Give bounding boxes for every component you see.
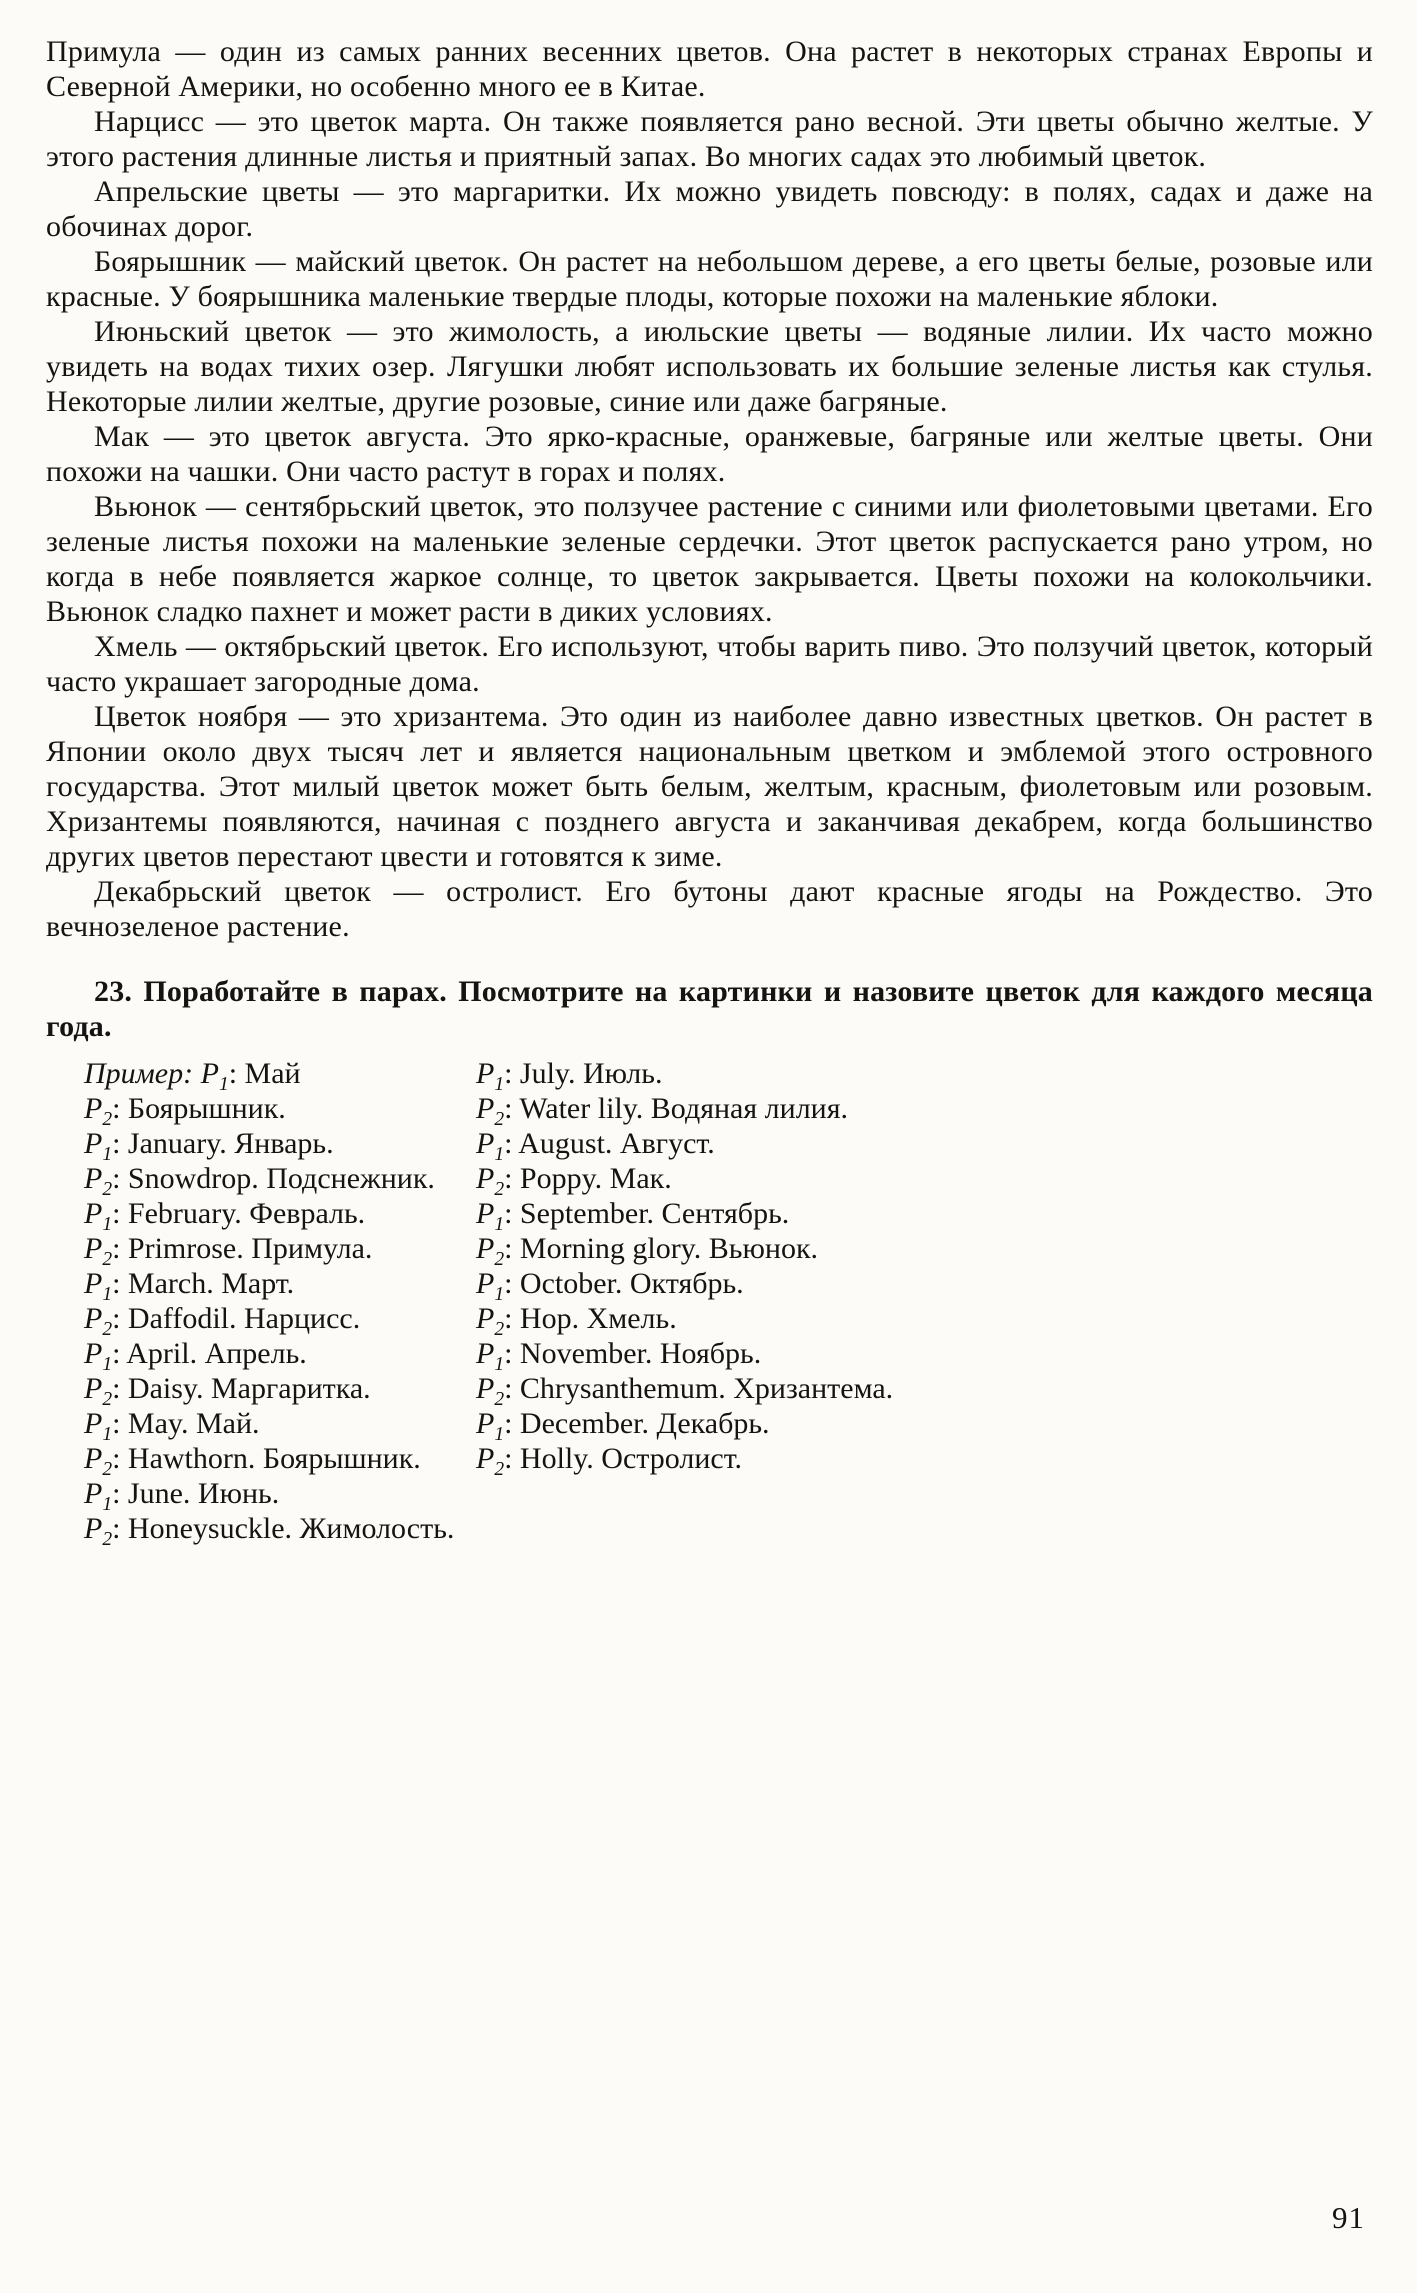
speaker-label [476, 1197, 505, 1235]
dialog-line-text: : Morning glory. Вьюнок. [504, 1232, 819, 1265]
speaker-subscript: 1 [102, 1354, 113, 1375]
dialog-line [476, 1091, 893, 1130]
speaker-label [476, 1232, 505, 1270]
speaker-label [84, 1127, 113, 1165]
speaker-letter: P [476, 1337, 495, 1370]
speaker-letter: P [84, 1092, 103, 1125]
dialog-line [84, 1266, 476, 1305]
paragraph: Хмель — октябрьский цветок. Его используют, чтобы варить пиво. Это ползучий цветок, который часто украшает загородные дома. [46, 630, 1373, 698]
dialog-line-text: : Май [228, 1057, 301, 1090]
speaker-letter: P [84, 1162, 103, 1195]
speaker-subscript: 1 [494, 1214, 505, 1235]
speaker-letter: P [84, 1232, 103, 1265]
speaker-label [476, 1092, 505, 1130]
speaker-letter: P [476, 1267, 495, 1300]
speaker-subscript: 1 [494, 1284, 505, 1305]
speaker-label [84, 1372, 113, 1410]
speaker-letter: P [84, 1197, 103, 1230]
speaker-label [476, 1302, 505, 1340]
speaker-label [476, 1162, 505, 1200]
dialog-line-text: : November. Ноябрь. [504, 1337, 762, 1370]
speaker-letter: P [84, 1127, 103, 1160]
speaker-subscript: 1 [102, 1144, 113, 1165]
speaker-subscript: 1 [102, 1424, 113, 1445]
speaker-label [84, 1302, 113, 1340]
dialog-line-text: : Боярышник. [112, 1092, 286, 1125]
speaker-subscript: 1 [102, 1214, 113, 1235]
speaker-letter: P [84, 1512, 103, 1545]
speaker-subscript: 2 [494, 1459, 505, 1480]
example-label: Пример: [84, 1057, 201, 1090]
speaker-letter: P [200, 1057, 219, 1090]
speaker-letter: P [476, 1232, 495, 1265]
paragraph: Декабрьский цветок — остролист. Его бутоны дают красные ягоды на Рождество. Это вечнозеленое растение. [46, 875, 1373, 943]
speaker-letter: P [84, 1442, 103, 1475]
speaker-letter: P [84, 1372, 103, 1405]
dialog-line [476, 1336, 893, 1375]
speaker-subscript: 2 [494, 1389, 505, 1410]
speaker-label [84, 1162, 113, 1200]
dialog-line-text: : October. Октябрь. [504, 1267, 744, 1300]
dialog-line-text: : August. Август. [504, 1127, 715, 1160]
dialog-line-text: : Daisy. Маргаритка. [112, 1372, 371, 1405]
speaker-subscript: 1 [102, 1284, 113, 1305]
speaker-label [476, 1057, 505, 1095]
dialog-line-text: : Snowdrop. Подснежник. [112, 1162, 435, 1195]
dialog-line [84, 1126, 476, 1165]
paragraph: Вьюнок — сентябрьский цветок, это ползучее растение с синими или фиолетовыми цветами. Его зеленые листья похожи на маленькие зеленые сердечки. Этот цветок распускается рано утром, но когда в небе появляется жаркое солнце, то цветок закрывается. Цветы похожи на колокольчики. Вьюнок сладко пахнет и может расти в диких условиях. [46, 490, 1373, 628]
speaker-subscript: 2 [102, 1319, 113, 1340]
speaker-subscript: 1 [494, 1074, 505, 1095]
speaker-letter: P [84, 1337, 103, 1370]
dialog-line-text: : May. Май. [112, 1407, 260, 1440]
paragraph: Июньский цветок — это жимолость, а июльские цветы — водяные лилии. Их часто можно увидеть на водах тихих озер. Лягушки любят использовать их большие зеленые листья как стулья. Некоторые лилии желтые, другие розовые, синие или даже багряные. [46, 315, 1373, 418]
dialog-line-text: : Daffodil. Нарцисс. [112, 1302, 361, 1335]
dialog-line-text: : February. Февраль. [112, 1197, 366, 1230]
dialog-line-text: : Chrysanthemum. Хризантема. [504, 1372, 894, 1405]
speaker-letter: P [476, 1407, 495, 1440]
speaker-subscript: 2 [494, 1109, 505, 1130]
dialog-line [84, 1511, 476, 1550]
speaker-label [84, 1267, 113, 1305]
speaker-subscript: 2 [102, 1389, 113, 1410]
dialog-line-text: : January. Январь. [112, 1127, 334, 1160]
dialog-line [476, 1056, 893, 1095]
dialog-line [84, 1301, 476, 1340]
speaker-label [200, 1057, 229, 1095]
paragraph: Боярышник — майский цветок. Он растет на небольшом дереве, а его цветы белые, розовые или красные. У боярышника маленькие твердые плоды, которые похожи на маленькие яблоки. [46, 245, 1373, 313]
dialog-line-text: : Honeysuckle. Жимолость. [112, 1512, 455, 1545]
paragraph: Цветок ноября — это хризантема. Это один из наиболее давно известных цветков. Он растет в Японии около двух тысяч лет и является национальным цветком и эмблемой этого островного государства. Этот милый цветок может быть белым, желтым, красным, фиолетовым или розовым. Хризантемы появляются, начиная с позднего августа и заканчивая декабрем, когда большинство других цветов перестают цвести и готовятся к зиме. [46, 700, 1373, 873]
speaker-subscript: 1 [218, 1074, 229, 1095]
speaker-subscript: 1 [494, 1144, 505, 1165]
speaker-letter: P [84, 1407, 103, 1440]
dialog-line [84, 1056, 476, 1095]
speaker-label [84, 1512, 113, 1550]
speaker-letter: P [84, 1267, 103, 1300]
dialog-line-text: : Hop. Хмель. [504, 1302, 677, 1335]
speaker-subscript: 1 [494, 1354, 505, 1375]
dialog-line [84, 1406, 476, 1445]
speaker-label [84, 1477, 113, 1515]
speaker-letter: P [84, 1302, 103, 1335]
dialog-line [476, 1231, 893, 1270]
speaker-subscript: 2 [102, 1459, 113, 1480]
exercise-heading: 23. Поработайте в парах. Посмотрите на картинки и назовите цветок для каждого месяца года. [46, 975, 1373, 1043]
dialog-line [84, 1441, 476, 1480]
speaker-label [476, 1407, 505, 1445]
speaker-subscript: 2 [494, 1249, 505, 1270]
speaker-label [84, 1337, 113, 1375]
dialog-line [476, 1126, 893, 1165]
dialog-line [476, 1301, 893, 1340]
speaker-label [476, 1372, 505, 1410]
dialog-line [476, 1406, 893, 1445]
speaker-label [476, 1127, 505, 1165]
dialog-line [476, 1161, 893, 1200]
dialog-line-text: : June. Июнь. [112, 1477, 280, 1510]
reading-text [46, 34, 1373, 944]
dialog-line [476, 1196, 893, 1235]
dialog-line [84, 1091, 476, 1130]
speaker-subscript: 2 [494, 1179, 505, 1200]
speaker-subscript: 2 [494, 1319, 505, 1340]
dialog-line [84, 1161, 476, 1200]
speaker-label [84, 1197, 113, 1235]
paragraph: Мак — это цветок августа. Это ярко-красные, оранжевые, багряные или желтые цветы. Они похожи на чашки. Они часто растут в горах и полях. [46, 420, 1373, 488]
dialog-line [476, 1441, 893, 1480]
dialog-line-text: : Water lily. Водяная лилия. [504, 1092, 849, 1125]
dialog-line-text: : April. Апрель. [112, 1337, 307, 1370]
dialog-column-right [476, 1056, 893, 1546]
speaker-letter: P [476, 1057, 495, 1090]
dialog-line-text: : Primrose. Примула. [112, 1232, 373, 1265]
speaker-label [476, 1267, 505, 1305]
speaker-label [84, 1442, 113, 1480]
dialog-column-left [84, 1056, 476, 1550]
dialog-line-text: : September. Сентябрь. [504, 1197, 790, 1230]
paragraph: Нарцисс — это цветок марта. Он также появляется рано весной. Эти цветы обычно желтые. У этого растения длинные листья и приятный запах. Во многих садах это любимый цветок. [46, 105, 1373, 173]
dialog-line [476, 1371, 894, 1410]
speaker-subscript: 2 [102, 1529, 113, 1550]
dialog-line-text: : July. Июль. [504, 1057, 663, 1090]
dialog-line-text: : Poppy. Мак. [504, 1162, 672, 1195]
speaker-label [84, 1092, 113, 1130]
speaker-subscript: 1 [102, 1494, 113, 1515]
speaker-letter: P [476, 1372, 495, 1405]
speaker-letter: P [476, 1442, 495, 1475]
speaker-letter: P [84, 1477, 103, 1510]
page-number: 91 [1332, 2200, 1365, 2235]
speaker-letter: P [476, 1162, 495, 1195]
speaker-label [84, 1232, 113, 1270]
dialog-line-text: : Holly. Остролист. [504, 1442, 743, 1475]
dialog-line-text: : December. Декабрь. [504, 1407, 770, 1440]
dialog-line [84, 1336, 476, 1375]
speaker-subscript: 2 [102, 1249, 113, 1270]
dialog-line-text: : Hawthorn. Боярышник. [112, 1442, 421, 1475]
dialog-line-text: : March. Март. [112, 1267, 295, 1300]
speaker-label [476, 1442, 505, 1480]
speaker-letter: P [476, 1197, 495, 1230]
dialog-line [84, 1196, 476, 1235]
dialog-line [84, 1231, 476, 1270]
paragraph: Апрельские цветы — это маргаритки. Их можно увидеть повсюду: в полях, садах и даже на обочинах дорог. [46, 175, 1373, 243]
speaker-label [84, 1407, 113, 1445]
speaker-label [476, 1337, 505, 1375]
paragraph: Примула — один из самых ранних весенних цветов. Она растет в некоторых странах Европы и Северной Америки, но особенно много ее в Китае. [46, 35, 1373, 103]
exercise-dialog [84, 1056, 1373, 1550]
speaker-letter: P [476, 1092, 495, 1125]
speaker-subscript: 1 [494, 1424, 505, 1445]
speaker-subscript: 2 [102, 1109, 113, 1130]
speaker-letter: P [476, 1302, 495, 1335]
dialog-line [476, 1266, 893, 1305]
speaker-subscript: 2 [102, 1179, 113, 1200]
speaker-letter: P [476, 1127, 495, 1160]
dialog-line [84, 1371, 476, 1410]
dialog-line [84, 1476, 476, 1515]
